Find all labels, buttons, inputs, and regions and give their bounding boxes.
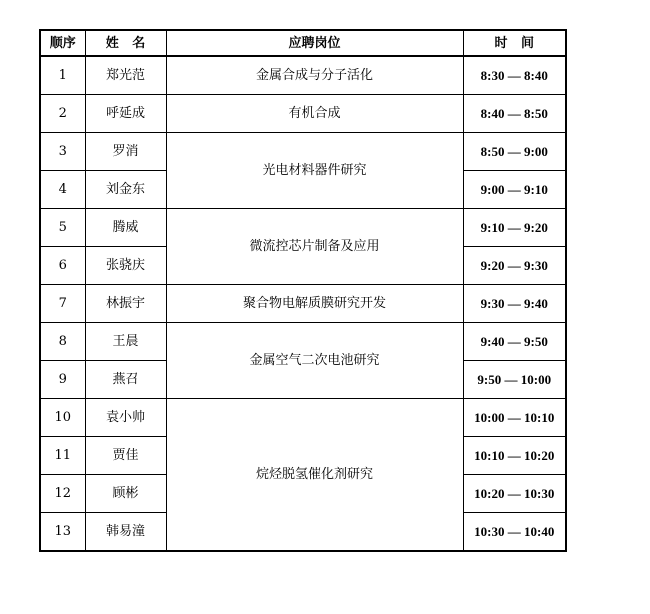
- time-cell: 9:50 — 10:00: [463, 361, 566, 399]
- table-row: [40, 95, 566, 133]
- name-cell: 燕召: [85, 361, 166, 399]
- seq-cell: 4: [40, 171, 85, 209]
- seq-cell: 9: [40, 361, 85, 399]
- time-cell: 10:20 — 10:30: [463, 475, 566, 513]
- table-row: [40, 285, 566, 323]
- name-cell: 腾威: [85, 209, 166, 247]
- name-cell: 刘金东: [85, 171, 166, 209]
- interview-schedule-table: [39, 29, 567, 552]
- name-cell: 张骁庆: [85, 247, 166, 285]
- position-cell: 金属合成与分子活化: [166, 56, 463, 95]
- name-cell: 袁小帅: [85, 399, 166, 437]
- header-name: 姓 名: [85, 30, 166, 56]
- seq-cell: 1: [40, 56, 85, 95]
- time-cell: 8:30 — 8:40: [463, 56, 566, 95]
- table-row: [40, 323, 566, 361]
- seq-cell: 10: [40, 399, 85, 437]
- position-cell: 光电材料器件研究: [166, 133, 463, 209]
- name-cell: 韩易潼: [85, 513, 166, 552]
- time-cell: 9:10 — 9:20: [463, 209, 566, 247]
- seq-cell: 8: [40, 323, 85, 361]
- header-row: [40, 30, 566, 56]
- table-row: [40, 399, 566, 437]
- position-cell: 烷烃脱氢催化剂研究: [166, 399, 463, 552]
- time-cell: 10:10 — 10:20: [463, 437, 566, 475]
- position-cell: 有机合成: [166, 95, 463, 133]
- seq-cell: 12: [40, 475, 85, 513]
- header-seq: 顺序: [40, 30, 85, 56]
- table-row: [40, 56, 566, 95]
- seq-cell: 6: [40, 247, 85, 285]
- name-cell: 郑光范: [85, 56, 166, 95]
- time-cell: 8:40 — 8:50: [463, 95, 566, 133]
- header-time: 时 间: [463, 30, 566, 56]
- time-cell: 10:00 — 10:10: [463, 399, 566, 437]
- name-cell: 林振宇: [85, 285, 166, 323]
- time-cell: 8:50 — 9:00: [463, 133, 566, 171]
- position-cell: 金属空气二次电池研究: [166, 323, 463, 399]
- seq-cell: 2: [40, 95, 85, 133]
- seq-cell: 11: [40, 437, 85, 475]
- name-cell: 王晨: [85, 323, 166, 361]
- name-cell: 贾佳: [85, 437, 166, 475]
- time-cell: 10:30 — 10:40: [463, 513, 566, 552]
- table-row: [40, 133, 566, 171]
- header-position: 应聘岗位: [166, 30, 463, 56]
- position-cell: 微流控芯片制备及应用: [166, 209, 463, 285]
- seq-cell: 3: [40, 133, 85, 171]
- seq-cell: 5: [40, 209, 85, 247]
- time-cell: 9:30 — 9:40: [463, 285, 566, 323]
- time-cell: 9:40 — 9:50: [463, 323, 566, 361]
- seq-cell: 7: [40, 285, 85, 323]
- time-cell: 9:20 — 9:30: [463, 247, 566, 285]
- name-cell: 呼延成: [85, 95, 166, 133]
- name-cell: 罗消: [85, 133, 166, 171]
- seq-cell: 13: [40, 513, 85, 552]
- position-cell: 聚合物电解质膜研究开发: [166, 285, 463, 323]
- table-row: [40, 209, 566, 247]
- time-cell: 9:00 — 9:10: [463, 171, 566, 209]
- name-cell: 顾彬: [85, 475, 166, 513]
